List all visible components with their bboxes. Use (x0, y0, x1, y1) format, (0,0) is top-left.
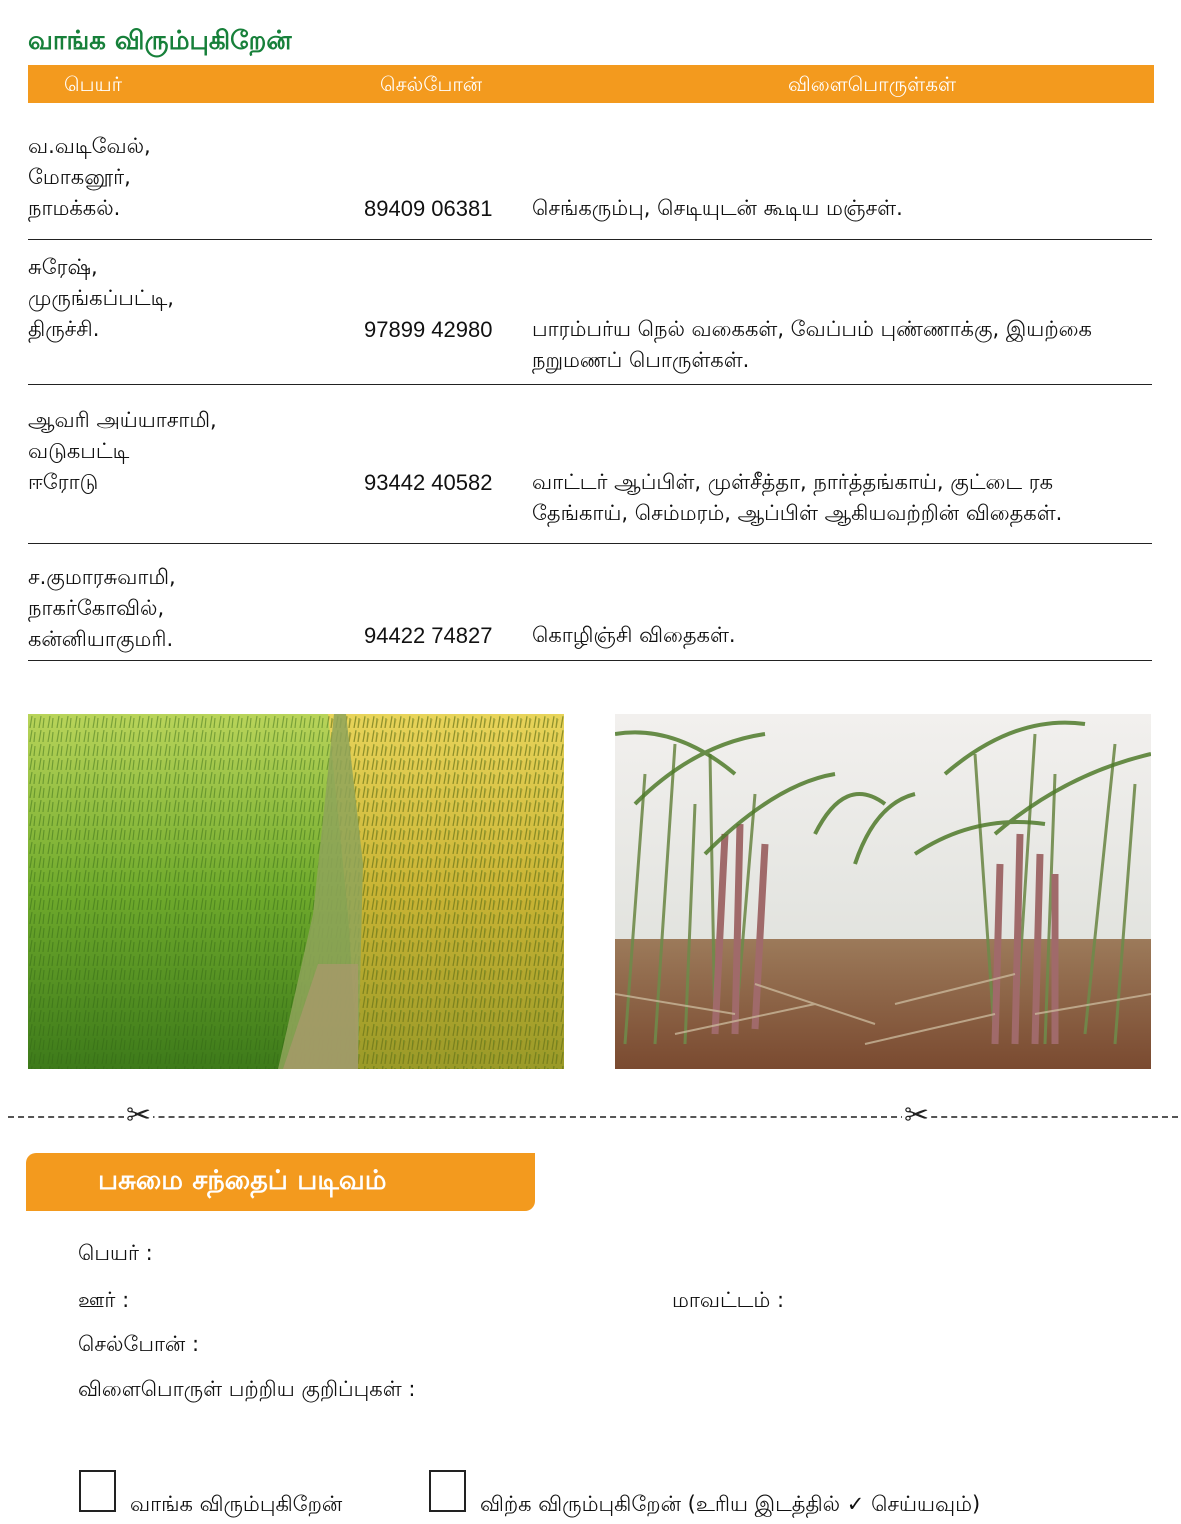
seller-name: சுரேஷ், முருங்கப்பட்டி, திருச்சி. (28, 255, 174, 341)
table-row (28, 240, 1152, 385)
cut-line (8, 1116, 1178, 1118)
seller-products: கொழிஞ்சி விதைகள். (532, 623, 736, 647)
scissors-icon: ✂ (126, 1098, 152, 1133)
table-row (28, 385, 1152, 544)
seller-products: பாரம்பர்ய நெல் வகைகள், வேப்பம் புண்ணாக்கு, இயற்கை நறுமணப் பொருள்கள். (532, 317, 1092, 372)
paddy-field-photo (28, 714, 564, 1069)
phone-field-label: செல்போன் : (78, 1332, 200, 1356)
form-title-tab (26, 1153, 535, 1211)
name-field-label: பெயர் : (78, 1241, 153, 1265)
seller-phone: 89409 06381 (364, 196, 493, 221)
sell-option-label: விற்க விரும்புகிறேன் (உரிய இடத்தில் ✓ செய்யவும்) (480, 1492, 981, 1516)
seller-name: ஆவரி அய்யாசாமி, வடுகபட்டி ஈரோடு (28, 408, 217, 494)
table-row (28, 544, 1152, 661)
header-phone: செல்போன் (380, 72, 483, 96)
table-row (28, 103, 1152, 240)
form-title: பசுமை சந்தைப் படிவம் (98, 1165, 387, 1196)
seller-phone: 97899 42980 (364, 317, 493, 342)
seller-products: வாட்டர் ஆப்பிள், முள்சீத்தா, நார்த்தங்காய், குட்டை ரக தேங்காய், செம்மரம், ஆப்பிள் ஆகியவற்றின் விதைகள். (532, 470, 1063, 525)
seller-phone: 93442 40582 (364, 470, 493, 495)
table-header (28, 65, 1154, 103)
district-field-label: மாவட்டம் : (672, 1288, 785, 1312)
seller-name: வ.வடிவேல், மோகனூர், நாமக்கல். (28, 134, 151, 220)
seller-products: செங்கரும்பு, செடியுடன் கூடிய மஞ்சள். (532, 196, 903, 220)
seller-phone: 94422 74827 (364, 623, 493, 648)
header-products: விளைபொருள்கள் (788, 72, 957, 96)
notes-field-label: விளைபொருள் பற்றிய குறிப்புகள் : (78, 1377, 416, 1401)
sugarcane-field-photo (615, 714, 1151, 1069)
buy-option-label: வாங்க விரும்புகிறேன் (130, 1492, 343, 1516)
listing-table (28, 103, 1152, 661)
village-field-label: ஊர் : (78, 1288, 130, 1312)
buy-checkbox[interactable] (79, 1470, 116, 1512)
section-title: வாங்க விரும்புகிறேன் (28, 26, 292, 56)
sell-checkbox[interactable] (429, 1470, 466, 1512)
header-name: பெயர் (64, 72, 123, 96)
seller-name: ச.குமாரசுவாமி, நாகர்கோவில், கன்னியாகுமரி. (28, 565, 176, 651)
scissors-icon: ✂ (904, 1098, 930, 1133)
